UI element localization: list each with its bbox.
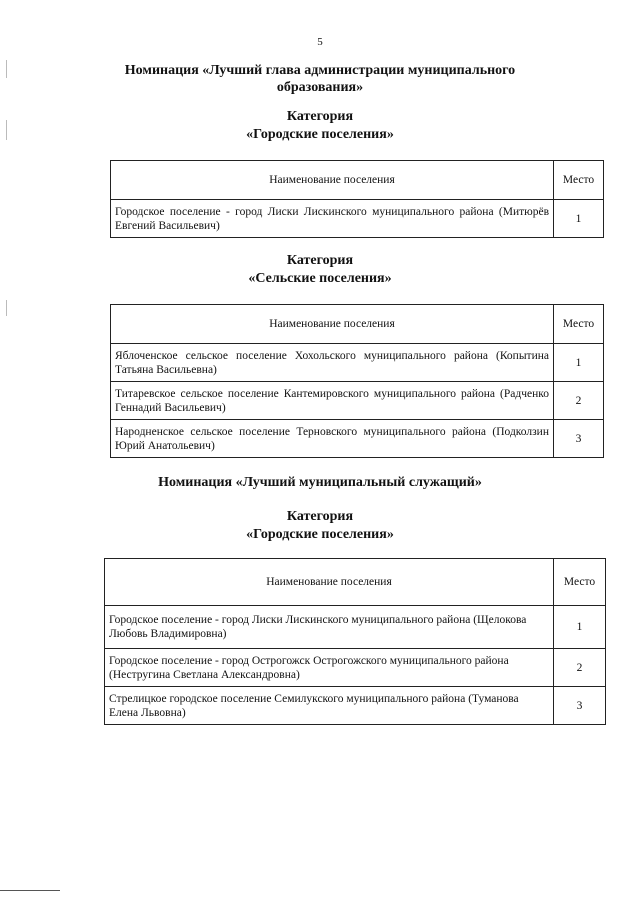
nomination-title	[110, 62, 530, 96]
place-value: 3	[554, 420, 604, 458]
category-title	[140, 252, 500, 288]
category-label: Категория	[286, 509, 354, 524]
category-name: «Городские поселения»	[246, 127, 394, 142]
header-name: Наименование поселения	[105, 559, 554, 606]
place-value: 2	[554, 382, 604, 420]
margin-mark	[6, 300, 7, 316]
nomination-title-line1: Номинация «Лучший глава администрации муниципального	[124, 63, 516, 78]
settlement-name: Городское поселение - город Лиски Лискинского муниципального района (Щелокова Любовь Владимировна)	[105, 606, 554, 649]
settlement-name: Яблоченское сельское поселение Хохольского муниципального района (Копытина Татьяна Васильевна)	[111, 344, 554, 382]
header-place: Место	[554, 161, 604, 200]
category-label: Категория	[286, 253, 354, 268]
settlement-name: Титаревское сельское поселение Кантемировского муниципального района (Радченко Геннадий Васильевич)	[111, 382, 554, 420]
category-title	[140, 108, 500, 144]
place-value: 3	[554, 687, 606, 725]
table-row	[111, 382, 604, 420]
nomination-title-line2: образования»	[276, 80, 364, 95]
table-header-row	[111, 305, 604, 344]
table-row	[105, 606, 606, 649]
scan-footer-line	[0, 890, 60, 891]
margin-mark	[6, 60, 7, 78]
place-value: 2	[554, 649, 606, 687]
place-value: 1	[554, 344, 604, 382]
category-label: Категория	[286, 109, 354, 124]
page-number: 5	[317, 36, 323, 48]
table-header-row	[111, 161, 604, 200]
margin-mark	[6, 120, 7, 140]
place-value: 1	[554, 606, 606, 649]
category-name: «Городские поселения»	[246, 527, 394, 542]
table-row	[105, 687, 606, 725]
results-table	[110, 304, 604, 458]
place-value: 1	[554, 200, 604, 238]
results-table	[110, 160, 604, 238]
settlement-name: Народненское сельское поселение Терновского муниципального района (Подколзин Юрий Анатольевич)	[111, 420, 554, 458]
nomination-title: Номинация «Лучший муниципальный служащий»	[158, 475, 482, 490]
settlement-name: Городское поселение - город Лиски Лискинского муниципального района (Митюрёв Евгений Васильевич)	[111, 200, 554, 238]
settlement-name: Городское поселение - город Острогожск Острогожского муниципального района (Нестругина Светлана Александровна)	[105, 649, 554, 687]
settlement-name: Стрелицкое городское поселение Семилукского муниципального района (Туманова Елена Львовна)	[105, 687, 554, 725]
table-row	[111, 200, 604, 238]
results-table	[104, 558, 606, 725]
header-name: Наименование поселения	[111, 161, 554, 200]
table-header-row	[105, 559, 606, 606]
header-place: Место	[554, 559, 606, 606]
header-place: Место	[554, 305, 604, 344]
table-row	[111, 344, 604, 382]
table-row	[111, 420, 604, 458]
category-name: «Сельские поселения»	[248, 271, 392, 286]
category-title	[140, 508, 500, 544]
table-row	[105, 649, 606, 687]
header-name: Наименование поселения	[111, 305, 554, 344]
